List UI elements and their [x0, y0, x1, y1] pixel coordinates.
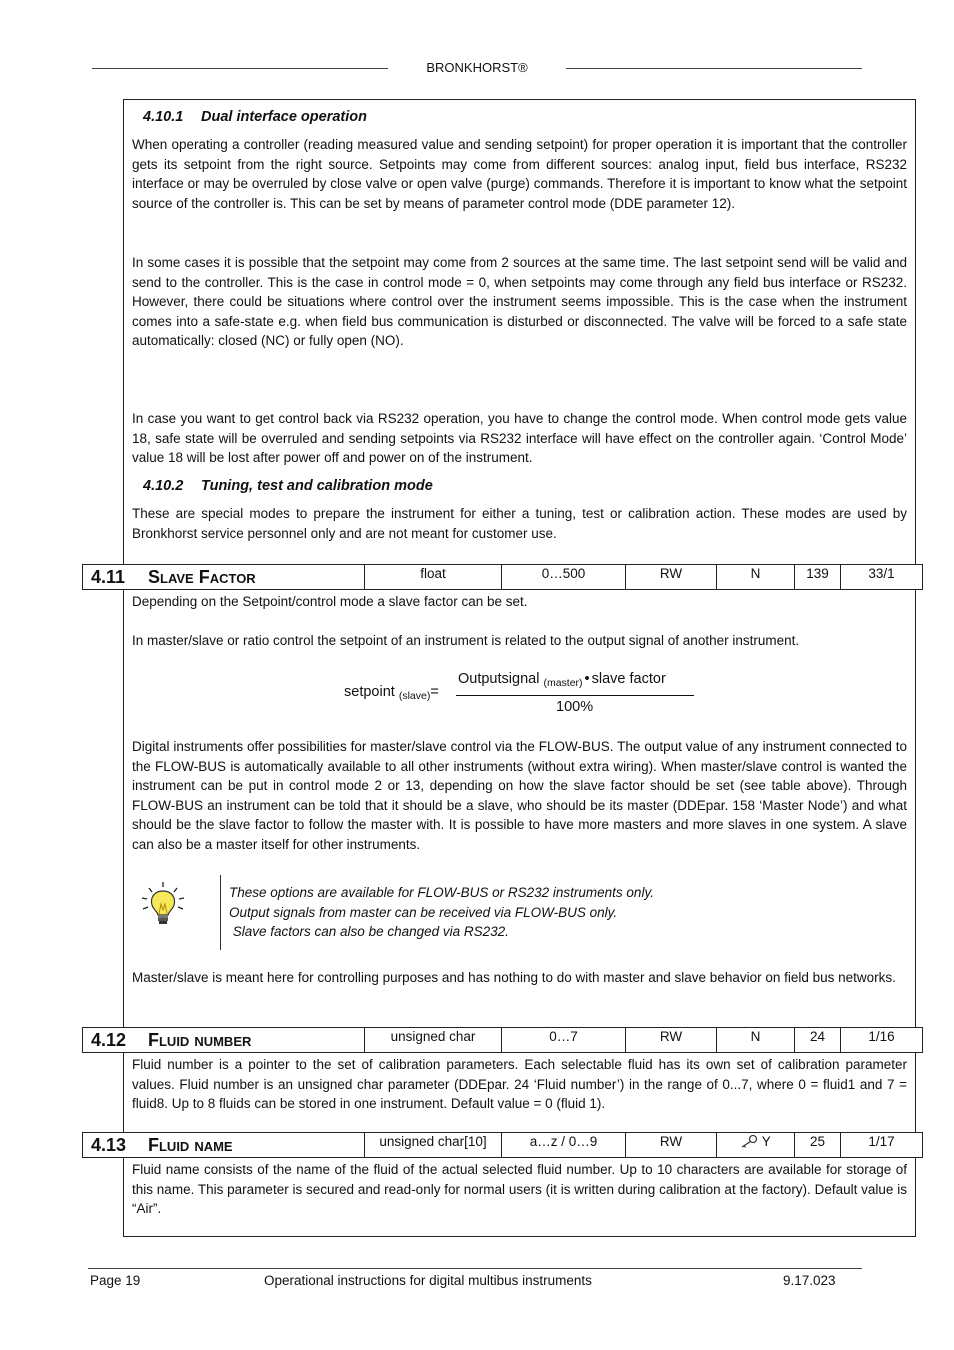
- subsection-title: Dual interface operation: [201, 109, 367, 125]
- formula-numerator: [458, 671, 666, 689]
- paragraph: Fluid number is a pointer to the set of calibration parameters. Each selectable fluid has its own set of calibration parameter values. Fluid number is an unsigned char parameter (DDEpar. 24 ‘Fluid number’) in the range of 0...7, where 0 = fluid1 and 7 = fluid8. Up to 8 fluids can be stored in one instrument. Default value = 0 (fluid 1).: [132, 1057, 907, 1112]
- formula-lhs: setpoint: [344, 684, 395, 700]
- paragraph: These are special modes to prepare the instrument for either a tuning, test or calibration action. These modes are used by Bronkhorst service personnel only and are not meant for customer use.: [132, 506, 907, 541]
- param-secured: N: [716, 565, 794, 589]
- param-access: RW: [625, 1028, 716, 1052]
- section-number: 4.11: [91, 567, 126, 587]
- param-secured: Y: [761, 1134, 771, 1149]
- param-range: 0…500: [501, 565, 625, 589]
- note-line: These options are available for FLOW-BUS or RS232 instruments only.: [229, 885, 654, 900]
- section-title: Slave Factor: [148, 567, 256, 587]
- paragraph: Master/slave is meant here for controlling purposes and has nothing to do with master and slave behavior on field bus networks.: [132, 970, 896, 985]
- param-dde: 25: [794, 1133, 840, 1157]
- param-type: unsigned char: [364, 1028, 501, 1052]
- subsection-heading-4-10-2: [143, 478, 433, 494]
- subsection-title: Tuning, test and calibration mode: [201, 478, 433, 494]
- footer-rule: [88, 1268, 862, 1269]
- subsection-heading-4-10-1: [143, 109, 367, 125]
- note-line: Slave factors can also be changed via RS232.: [229, 924, 509, 939]
- formula-num-a: Outputsignal: [458, 671, 540, 687]
- paragraph: Digital instruments offer possibilities for master/slave control via the FLOW-BUS. The output value of any instrument connected to the FLOW-BUS is automatically available to all other instruments (without extra wiring). When master/slave control is wanted the instrument can be put in control mode 2 or 13, depending on how the slave factor should be set (see table above). Through FLOW-BUS an instrument can be told that it should be a slave, who should be its master (DDEpar. 158 ‘Master Node’) and what should be the slave factor to follow the master with. It is possible to have more masters and more slaves in one system. A slave can also be a master itself for other instruments.: [132, 739, 907, 852]
- param-type: unsigned char[10]: [364, 1133, 501, 1157]
- header-rule-left: [92, 68, 388, 69]
- section-title: Fluid number: [148, 1030, 252, 1050]
- footer-doc-title: Operational instructions for digital multibus instruments: [264, 1273, 592, 1288]
- section-number: 4.13: [91, 1135, 127, 1155]
- footer-doc-number: 9.17.023: [783, 1273, 836, 1288]
- subsection-number: 4.10.2: [143, 478, 184, 494]
- parameter-row-4-11: [82, 564, 923, 590]
- key-icon: [740, 1134, 758, 1148]
- param-range: 0…7: [501, 1028, 625, 1052]
- parameter-row-4-12: [82, 1027, 923, 1053]
- param-range: a…z / 0…9: [501, 1133, 625, 1157]
- formula-denominator: 100%: [556, 699, 594, 715]
- param-secured-cell: [716, 1133, 794, 1157]
- paragraph: When operating a controller (reading measured value and sending setpoint) for proper operation it is important that the controller gets its setpoint from the right source. Setpoints may come from different sources: analog input, field bus interface, RS232 interface or may be overruled by close valve or open valve (purge) commands. Therefore it is important to know what the setpoint source of the controller is. This can be set by means of parameter control mode (DDE parameter 12).: [132, 137, 907, 211]
- section-heading: [91, 1030, 251, 1051]
- parameter-row-4-13: [82, 1132, 923, 1158]
- section-number: 4.12: [91, 1030, 127, 1050]
- param-access: RW: [625, 1133, 716, 1157]
- footer-page-number: Page 19: [90, 1273, 141, 1288]
- param-secured: N: [716, 1028, 794, 1052]
- param-proc: 1/17: [840, 1133, 922, 1157]
- subsection-number: 4.10.1: [143, 109, 184, 125]
- section-title: Fluid name: [148, 1135, 233, 1155]
- note-divider: [220, 875, 221, 950]
- formula-fraction-line: [456, 695, 694, 696]
- param-dde: 24: [794, 1028, 840, 1052]
- param-type: float: [364, 565, 501, 589]
- formula-eq: =: [430, 684, 439, 700]
- param-proc: 33/1: [840, 565, 922, 589]
- paragraph: In master/slave or ratio control the setpoint of an instrument is related to the output signal of another instrument.: [132, 633, 800, 648]
- header-rule-right: [566, 68, 862, 69]
- formula-lhs-sub: (slave): [398, 690, 431, 702]
- param-access: RW: [625, 565, 716, 589]
- formula: [344, 684, 439, 702]
- header-brand: BRONKHORST®: [426, 60, 528, 75]
- paragraph: In some cases it is possible that the setpoint may come from 2 sources at the same time. The last setpoint send will be valid and send to the controller. This is the case in control mode = 0, when setpoints may come through any field bus interface or RS232. However, there could be situations where control over the instrument seems impossible. This is the case when the instrument comes into a safe-state e.g. when field bus communication is disturbed or disconnected. The valve will be forced to a safe state automatically: closed (NC) or fully open (NO).: [132, 255, 907, 349]
- param-proc: 1/16: [840, 1028, 922, 1052]
- section-heading: [91, 567, 256, 588]
- note-line: Output signals from master can be received via FLOW-BUS only.: [229, 905, 618, 920]
- formula-num-b: slave factor: [591, 671, 666, 687]
- lightbulb-icon: [138, 880, 188, 930]
- section-heading: [91, 1135, 233, 1156]
- paragraph: Depending on the Setpoint/control mode a slave factor can be set.: [132, 594, 528, 609]
- paragraph: In case you want to get control back via RS232 operation, you have to change the control mode. When control mode gets value 18, safe state will be overruled and sending setpoints via RS232 interface will have effect on the controller again. ‘Control Mode’ value 18 will be lost after power off and power on of the instrument.: [132, 411, 907, 466]
- paragraph: Fluid name consists of the name of the fluid of the actual selected fluid number. Up to 10 characters are available for storage of this name. This parameter is secured and read-only for normal users (it is written during calibration at the factory). Default value is “Air”.: [132, 1162, 907, 1217]
- param-dde: 139: [794, 565, 840, 589]
- formula-num-sub: (master): [543, 677, 583, 689]
- formula-num-op: •: [584, 671, 590, 687]
